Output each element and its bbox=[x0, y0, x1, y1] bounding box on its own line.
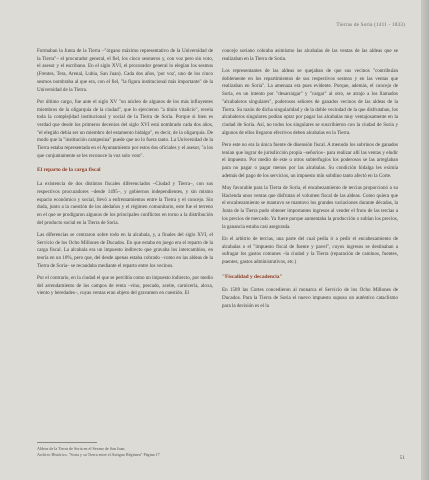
paragraph: concejo soriano cobraba asimismo las alcabalas de las ventas de las aldeas que se realizaban en la Tierra de Soria. bbox=[222, 48, 398, 62]
paragraph: Por el contrario, en la ciudad el que se percibía como un impuesto indirecto, por medio del arrendamiento de los campos de renta –vino, pescado, aceite, carnicería, aloxa, viento y heredades–, cuyas ventas eran objeto del gravamen en cuestión. El bbox=[37, 275, 213, 297]
paragraph: Las diferencias se centraron sobre todo en la alcabala, y, a finales del siglo XVI, el Servicio de los Ocho Millones de Ducados. En que estaba en juego era el reparto de la carga fiscal. La alcabala era un impuesto indirecto que gravaba los intercambios, en teoría en un 10%, pero que, del desde apenas estaba cobrado –como en las aldeas de la Tierra de Soria– se recaudaba mediante el reparto entre los vecinos. bbox=[37, 231, 213, 269]
running-head: Tierras de Soria (1411 - 1833) bbox=[336, 22, 405, 28]
paragraph: En 1589 las Cortes concedieron al monarca el Servicio de los Ocho Millones de Ducados. Para la Tierra de Soria el nuevo impuesto supuso un auténtico cataclismo para la decisión es el la bbox=[222, 287, 398, 309]
paragraph: Los representantes de las aldeas se quejaban de que sus vecinos "contribuían doblemente en los repartimientos de sus respectivos sesmos y en las ventas que realizaban en Soria". La amenaza era pues evidente. Porque, además, el concejo de Soria, en un intento por "desarraigar" y "cargar" al otro, se atrajo a los llamados "alcabaleros singulares", poderosos señores de ganados vecinos de las aldeas de la Tierra. Su razón de dicha singularidad y de la doble vecindad de la que disfrutaban, los alcabaleros singulares podían optar por pagar las alcabalas muy ventajosamente en la ciudad de Soria. Así, no todos los singulares se suscribieron con la ciudad de Soria y algunos de ellos llegaron efectivos deben alcabalas en la Tierra. bbox=[222, 68, 398, 136]
left-column bbox=[37, 48, 213, 303]
paragraph: La existencia de dos distintos fiscales diferenciados –Ciudad y Tierra–, con sus respectivos procuradores –desde 1495–, y gobiernos independientes, y sin mismo espacio económico y social, llevó a enfrentamientos entre la Tierra y el concejo. Sin duda, junto a la cuestión de los aledaños y el régimen comunitario, este fue el terreno en el que se prodigaron algunos de los principales conflictos en torno a la distribución del producto social en la Tierra de Soria. bbox=[37, 181, 213, 226]
right-column bbox=[222, 48, 398, 315]
footnote-rule bbox=[37, 442, 97, 443]
page-binding-edge bbox=[421, 0, 429, 480]
section-heading: "Fiscalidad y decadencia" bbox=[222, 273, 283, 280]
section-heading: El reparto de la carga fiscal bbox=[37, 167, 101, 174]
footnote-line: Aldeas de la Tierra de Soria en el Sexmo de San Juan. bbox=[37, 446, 126, 451]
paragraph: Pero este no era la única fuente de disensión fiscal. A menudo los sobrinos de ganados tenían que lograr de jurisdicción propia –señoríos– para realizar allí las ventas y eludir el impuesto. Por medio de este u otros subterfugios los poderosos se las arreglaban para no pagar o pagar menos por las alcabalas. Su condición hidalga les eximía además del pago de los servicios, un impuesto mín sobdino tanto afectó en la Corte. bbox=[222, 141, 398, 179]
page-number: 51 bbox=[399, 455, 405, 461]
footnote bbox=[37, 446, 237, 457]
paragraph: Muy favorable para la Tierra de Soria, el encabezamiento de tercias proporcionó a su Hacienda unos ventas que disfrutan el volumen fiscal de las aldeas. Como quiera que el encabezamiento se mantuvo se mantuvo los grandes variaciones durante décadas, la Junta de la Tierra pudo obtener importantes ingresos al vender el fruto de las tercias a los precios de mercado. Ya fuere porque aumentaba la producción o subían los precios, la ganancia estaba casi asegurada. bbox=[222, 185, 398, 230]
paragraph: En el arbitrio de tercias, una parte del cual pedía ir a pedir el encabezamiento de alcabalas o el "impuesto fiscal de fuente y pavel", cuyos ingresos se destinaban a sufragar los gastos comunes –la ciudad y la Tierra (reparación de caminos, fuentes, puentes, gastos administrativos, etc.) bbox=[222, 235, 398, 265]
paragraph: Por último cargo, fue ante el siglo XV "un núcleo de algunos de los más influyentes miembros de la oligarquía de la ciudad", que lo ejercieron "a título vitalicio", revela toda la complejidad institucional y social de la Tierra de Soria. Porque si bien es verdad que desde los primeros decenios del siglo XVI está nombrado cada dos años, "el elegido debía ser un miembro del estamento hidalgo", es decir, de la oligarquía. De modo que la "institución campesina" puede que no lo fuera tanto. La Universidad de la Tierra estaba representada en el Ayuntamiento por estos dos oficiales y el asesor, "a los que conjuntamente se les reconoce la voz solo voto". bbox=[37, 98, 213, 159]
footnote-line: Archivo Histórico. "Soria y su Tierra entre el Antiguo Régimen" Página 17 bbox=[37, 451, 160, 457]
paragraph: Formaban la Junta de la Tierra –"órgano máximo representativo de la Universidad de la Tierra"– el procurador general, el fiel, los cinco sesmeros y, con voz pero sin voto, el asesor y el escribano. En el siglo XVI, el procurador general lo elegían los sesmos (Frentes, Tera, Arenal, Lubia, San Juan). Cada dos años, 'por voz', uno de los cinco sesmos nombraba al que era, con el fiel, "la figura institucional más importante" de la Universidad de la Tierra. bbox=[37, 48, 213, 93]
